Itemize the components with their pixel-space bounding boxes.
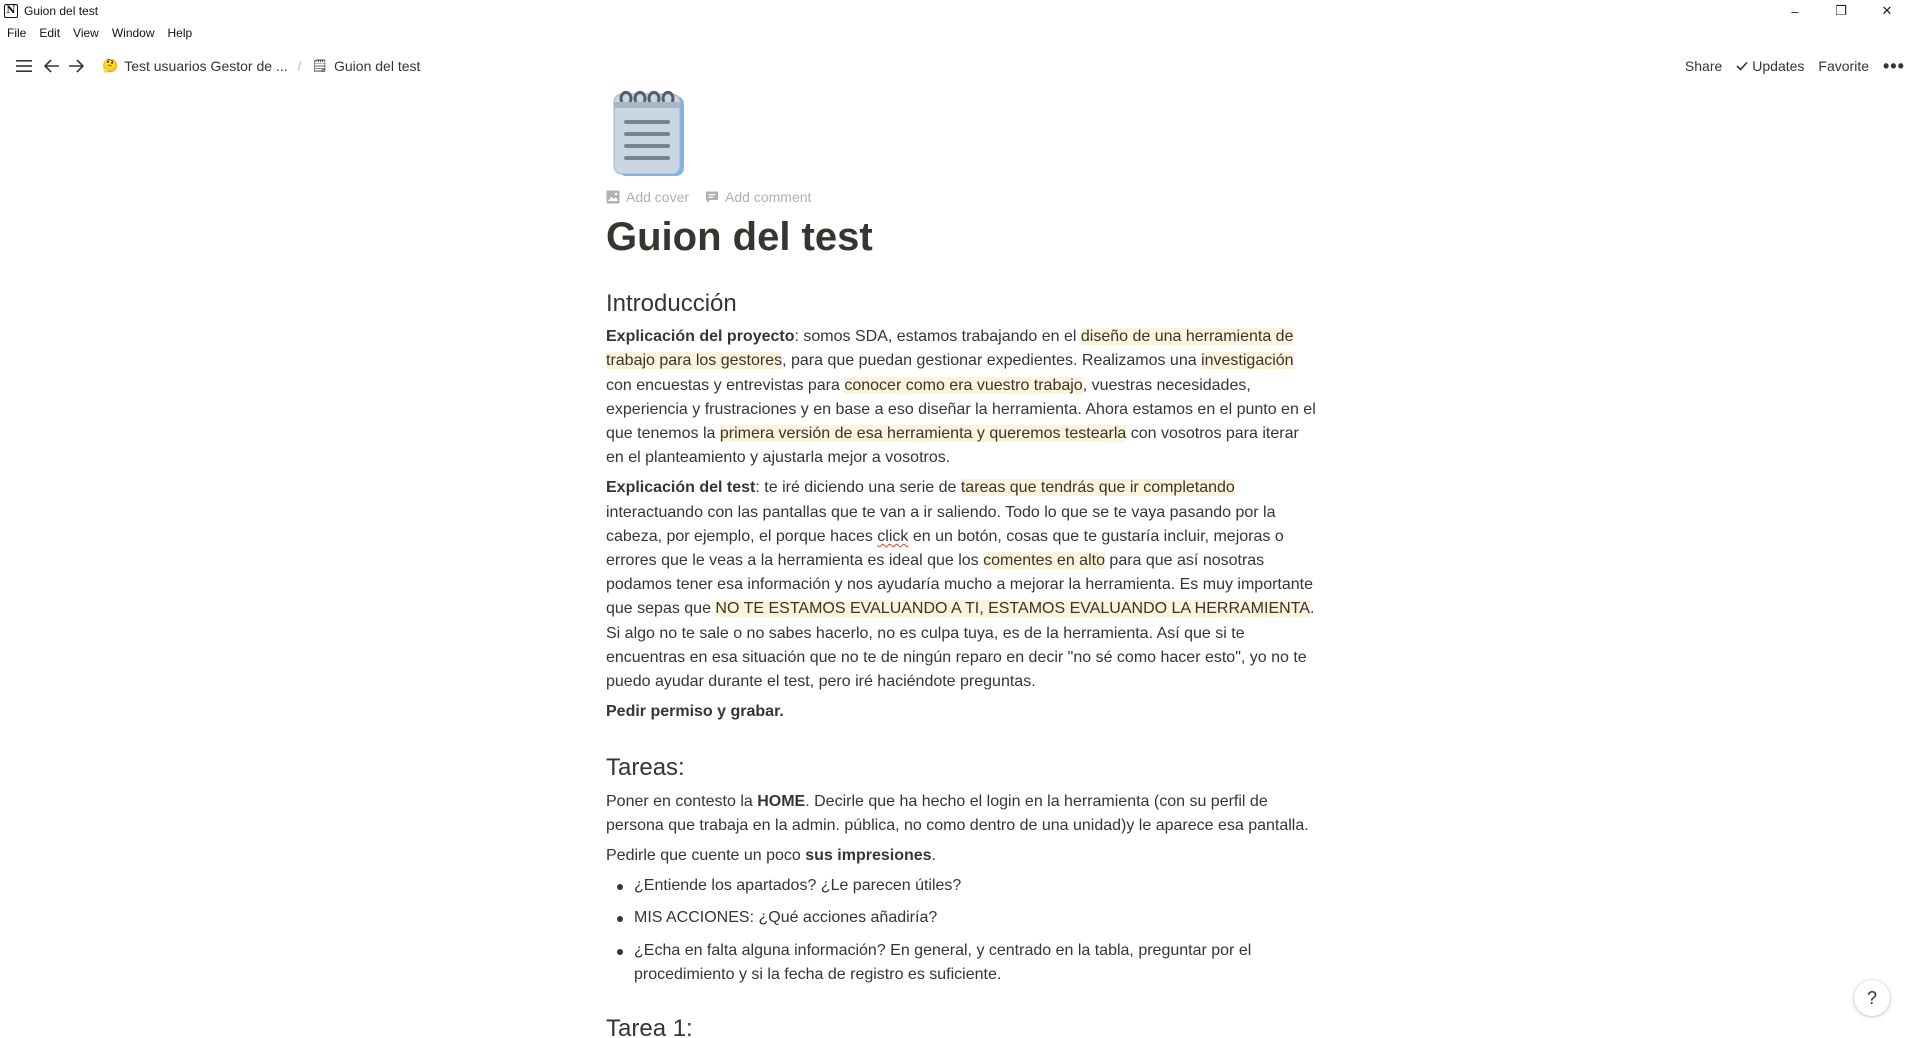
text: , vuestras necesidades, experiencia y frustraciones y en base a eso diseñar la herramienta. Ahora estamos en el punto en el que tenemos la [606, 376, 1316, 442]
list-item[interactable]: MIS ACCIONES: ¿Qué acciones añadiría? [606, 906, 1318, 930]
back-arrow-icon[interactable] [40, 54, 64, 78]
notepad-icon[interactable] [610, 88, 688, 178]
text: . Decirle que ha hecho el login en la herramienta (con su perfil de persona que trabaja en la admin. pública, no como dentro de una unidad)y le aparece esa pantalla. [606, 792, 1309, 834]
share-button[interactable]: Share [1684, 58, 1723, 74]
menu-file[interactable]: File [7, 26, 27, 40]
add-comment-label: Add comment [725, 189, 812, 205]
more-options-icon[interactable]: ••• [1883, 55, 1905, 76]
list-item[interactable]: ¿Echa en falta alguna información? En general, y centrado en la tabla, preguntar por el procedimiento y si la fecha de registro es suficiente. [606, 939, 1318, 987]
bullet-list [606, 874, 1318, 987]
menu-bar [0, 22, 205, 44]
text: : somos SDA, estamos trabajando en el [794, 328, 1081, 346]
page-content [606, 88, 1318, 1038]
bold-text: HOME [757, 792, 806, 810]
text: Poner en contesto la [606, 792, 758, 810]
bold-text: Explicación del proyecto [606, 328, 795, 346]
forward-arrow-icon[interactable] [64, 54, 88, 78]
text: con vosotros para iterar en el planteamiento y ajustarla mejor a vosotros. [606, 425, 1299, 467]
favorite-button[interactable]: Favorite [1818, 58, 1869, 74]
highlighted-text: conocer como era vuestro trabajo [844, 376, 1083, 394]
breadcrumb [96, 56, 426, 76]
breadcrumb-item-current[interactable] [305, 56, 426, 76]
text: con encuestas y entrevistas para [606, 376, 845, 394]
menu-view[interactable]: View [73, 26, 99, 40]
heading-introduccion[interactable]: Introducción [606, 290, 737, 317]
updates-button[interactable] [1729, 58, 1811, 74]
list-item[interactable]: ¿Entiende los apartados? ¿Le parecen útiles? [606, 874, 1318, 898]
text: interactuando con las pantallas que te van a ir saliendo. Todo lo que se te vaya pasando por la cabeza, por ejemplo, el porque haces [606, 503, 1276, 545]
highlighted-text: NO TE ESTAMOS EVALUANDO A TI, ESTAMOS EVALUANDO LA HERRAMIENTA [715, 600, 1310, 618]
checkmark-icon [1736, 61, 1748, 71]
menu-window[interactable]: Window [111, 26, 155, 40]
notepad-icon: 🗒 [311, 58, 328, 73]
add-cover-button[interactable] [606, 189, 689, 205]
paragraph-home-context[interactable] [606, 790, 1318, 838]
text: en un botón, cosas que te gustaría incluir, mejoras o errores que le veas a la herramienta es ideal que los [606, 527, 1284, 570]
paragraph-test-explanation[interactable] [606, 476, 1318, 694]
window-controls [1772, 0, 1910, 22]
heading-tarea-1[interactable]: Tarea 1: [606, 1015, 693, 1038]
page-title[interactable]: Guion del test [606, 215, 873, 259]
paragraph-permission-note[interactable]: Pedir permiso y grabar. [606, 703, 784, 721]
image-icon [606, 190, 620, 204]
sidebar-toggle-icon[interactable] [12, 54, 36, 78]
menu-help[interactable]: Help [167, 26, 193, 40]
breadcrumb-item-parent[interactable] [96, 56, 294, 76]
add-comment-button[interactable] [705, 189, 811, 205]
highlighted-text: comentes en alto [983, 552, 1105, 570]
paragraph-impressions[interactable] [606, 844, 1318, 868]
topbar-actions [1678, 50, 1910, 82]
text: para que así nosotras podamos tener esa información y nos ayudaría mucho a mejorar la herramienta. Es muy importante que sepas que [606, 552, 1314, 618]
text: . Si algo no te sale o no sabes hacerlo, no es culpa tuya, es de la herramienta. Así que si te encuentras en esa situación que no te de ningún reparo en decir "no sé como hacer esto", yo no te puedo ayudar durante el test, pero iré haciéndote preguntas. [606, 600, 1315, 691]
highlighted-text: tareas que tendrás que ir completando [960, 479, 1235, 497]
page-controls [606, 189, 1318, 205]
comment-icon [705, 190, 719, 204]
paragraph-project-explanation[interactable] [606, 325, 1318, 470]
breadcrumb-separator: / [297, 58, 302, 74]
heading-tareas[interactable]: Tareas: [606, 754, 685, 782]
highlighted-text: diseño de una herramienta de trabajo para los gestores [606, 328, 1294, 370]
highlighted-text: investigación [1201, 352, 1294, 370]
breadcrumb-label: Guion del test [334, 58, 421, 74]
text: : te iré diciendo una serie de [755, 479, 961, 497]
maximize-button[interactable]: ❐ [1835, 3, 1847, 18]
thinking-face-icon: 🤔 [102, 58, 119, 73]
bold-text: Explicación del test [606, 479, 756, 497]
text: . [931, 847, 936, 865]
text: Pedirle que cuente un poco [606, 847, 806, 865]
topbar [0, 50, 1910, 82]
window-title: Guion del test [24, 4, 99, 18]
menu-edit[interactable]: Edit [39, 26, 61, 40]
close-button[interactable]: ✕ [1881, 3, 1893, 18]
window-titlebar [0, 0, 1910, 22]
help-button[interactable]: ? [1854, 980, 1890, 1016]
add-cover-label: Add cover [626, 189, 690, 205]
text: , para que puedan gestionar expedientes. Realizamos una [782, 352, 1202, 370]
breadcrumb-label: Test usuarios Gestor de ... [124, 58, 288, 74]
minimize-button[interactable]: – [1791, 3, 1799, 19]
notion-app-icon: N [4, 4, 18, 18]
updates-label: Updates [1752, 58, 1805, 74]
highlighted-text: primera versión de esa herramienta y queremos testearla [719, 425, 1127, 442]
spellcheck-word: click [877, 527, 909, 545]
bold-text: sus impresiones [805, 847, 932, 865]
